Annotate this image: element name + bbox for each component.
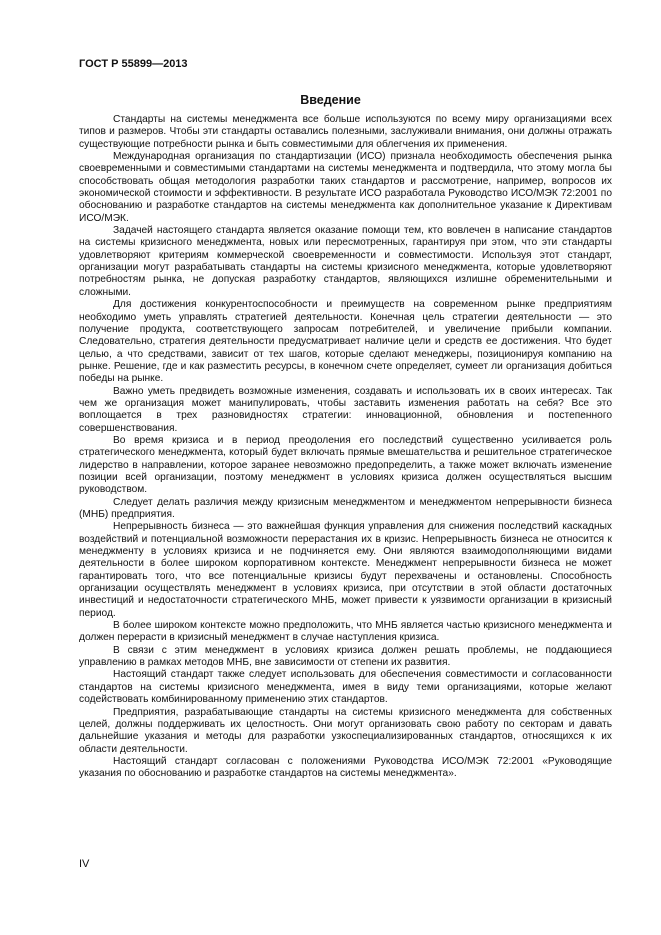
- paragraph: Следует делать различия между кризисным менеджментом и менеджментом непрерывности бизнеса (МНБ) предприятия.: [79, 496, 612, 520]
- paragraph: Важно уметь предвидеть возможные изменения, создавать и использовать их в своих интересах. Так чем же организация может манипулировать, чтобы заставить изменения работать на себя? Все это воплощается в трех разновидностях стратегии: инновационной, обновления и постепенного совершенствования.: [79, 385, 612, 434]
- paragraph: Для достижения конкурентоспособности и преимуществ на современном рынке предприятиям необходимо уметь управлять стратегией деятельности. Конечная цель стратегии деятельности — это получение продукта, соответствующего запросам потребителей, и увеличение прибыли компании. Следовательно, стратегия деятельности предусматривает наличие цели и средств ее достижения. Что будет целью, а что средствами, зависит от тех шагов, которые сделают менеджеры, позиционируя компанию на рынке. Решение, где и как разместить ресурсы, в конечном счете определяет, сумеет ли организация добиться победы на рынке.: [79, 299, 612, 385]
- paragraph: Настоящий стандарт согласован с положениями Руководства ИСО/МЭК 72:2001 «Руководящие указания по обоснованию и разработке стандартов на системы менеджмента».: [79, 755, 612, 780]
- section-title: Введение: [300, 93, 361, 107]
- paragraph: Настоящий стандарт также следует использовать для обеспечения совместимости и согласованности стандартов на системы кризисного менеджмента, имея в виду теми организациями, которые желают содействовать комбинированному применению этих стандартов.: [79, 669, 612, 706]
- paragraph: Во время кризиса и в период преодоления его последствий существенно усиливается роль стратегического менеджмента, который будет включать прямые вмешательства и решительное стратегическое лидерство в направлении, которое заранее невозможно предопределить, а также может включать изменение позиции всей организации, поэтому менеджмент в условиях кризиса должен осуществляться высшим руководством.: [79, 434, 612, 496]
- paragraph: В связи с этим менеджмент в условиях кризиса должен решать проблемы, не поддающиеся управлению в рамках методов МНБ, вне зависимости от степени их развития.: [79, 644, 612, 669]
- paragraph: Непрерывность бизнеса — это важнейшая функция управления для снижения последствий каскадных воздействий и потенциальной возможности перерастания их в кризис. Непрерывность бизнеса не относится к менеджменту в условиях кризиса и не подчиняется ему. Они являются взаимодополняющими видами деятельности в более широком корпоративном контексте. Менеджмент непрерывности бизнеса не может гарантировать того, что все потенциальные кризисы будут перехвачены и остановлены. Способность организации осуществлять менеджмент в условиях кризиса, при отсутствии в этой области достаточных инвестиций и недостаточности стратегического МНБ, может привести к уязвимости организации в кризисный период.: [79, 521, 612, 619]
- page-number: IV: [79, 858, 90, 870]
- paragraph: Предприятия, разрабатывающие стандарты на системы кризисного менеджмента для собственных целей, должны поддерживать их целостность. Они могут организовать свою работу по секторам и давать дальнейшие указания и методы для разработки узкоспециализированных стандартов, относящихся к их области деятельности.: [79, 706, 612, 755]
- paragraph: Задачей настоящего стандарта является оказание помощи тем, кто вовлечен в написание стандартов на системы кризисного менеджмента, новых или пересмотренных, гарантируя при этом, что эти стандарты удовлетворяют критериям коммерческой своевременности и совместимости. Используя этот стандарт, организации могут разрабатывать стандарты на системы кризисного менеджмента, которые удовлетворяют потребностям рынка, не допуская разработку стандартов, являющихся излишне обременительными и сложными.: [79, 225, 612, 298]
- paragraph: Международная организация по стандартизации (ИСО) признала необходимость обеспечения рынка своевременными и совместимыми стандартами на системы менеджмента и подтвердила, что этому могла бы способствовать общая методология разработки таких стандартов и рассмотрение, например, вопросов их экономической стоимости и эффективности. В результате ИСО разработала Руководство ИСО/МЭК 72:2001 по обоснованию и разработке стандартов на системы менеджмента как дополнительное указание к Директивам ИСО/МЭК.: [79, 151, 612, 224]
- body-text: [79, 114, 612, 781]
- paragraph: Стандарты на системы менеджмента все больше используются по всему миру организациями всех типов и размеров. Чтобы эти стандарты оставались полезными, заслуживали внимания, они должны отражать существующие потребности рынка и быть совместимыми для облегчения их применения.: [79, 114, 612, 150]
- standard-id: ГОСТ Р 55899—2013: [79, 58, 188, 70]
- paragraph: В более широком контексте можно предположить, что МНБ является частью кризисного менеджмента и должен перерасти в кризисный менеджмент в случае наступления кризиса.: [79, 620, 612, 644]
